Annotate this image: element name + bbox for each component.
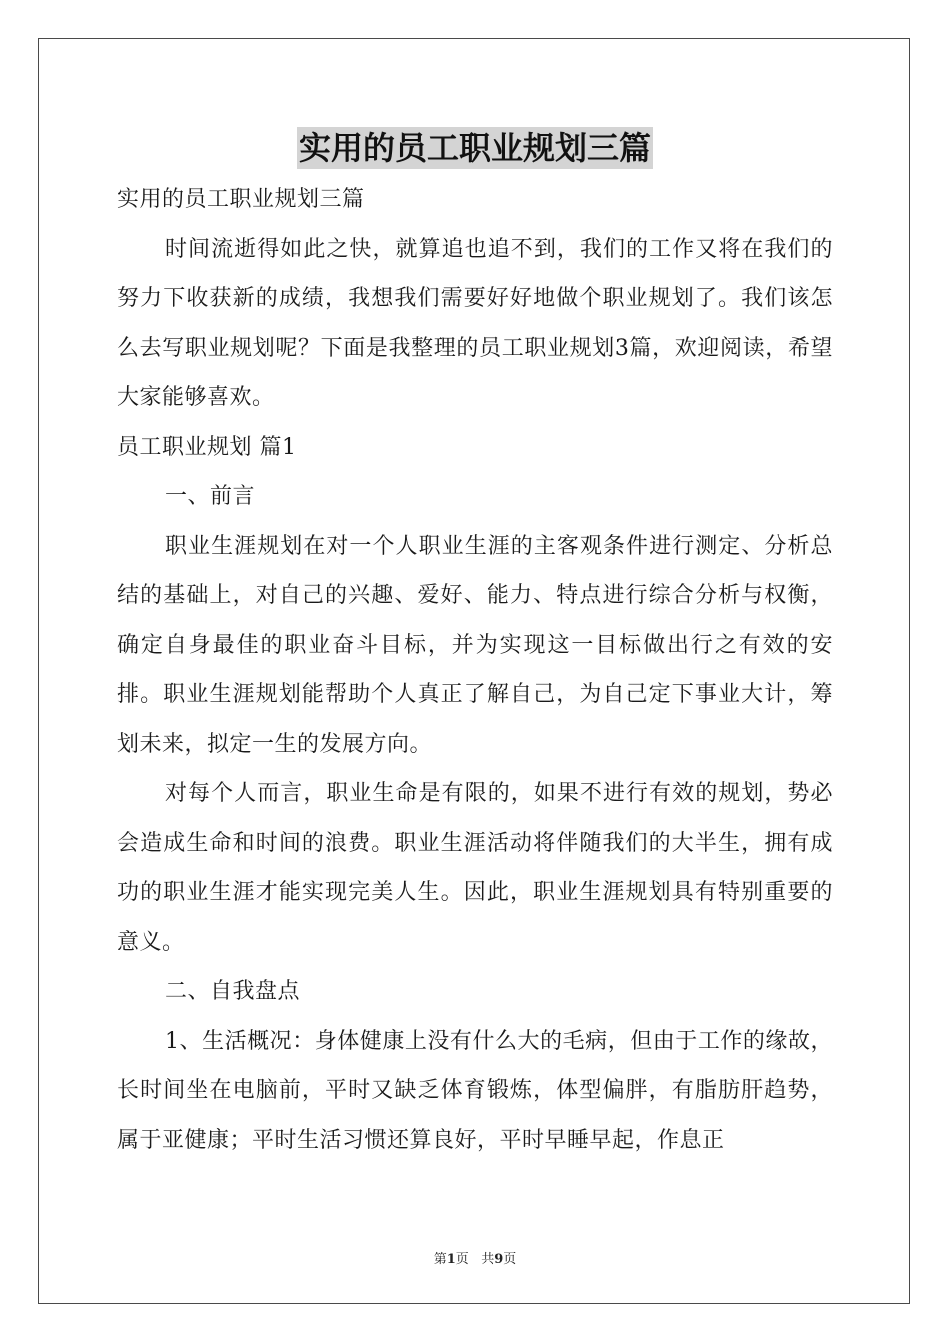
body-paragraph: 职业生涯规划在对一个人职业生涯的主客观条件进行测定、分析总结的基础上，对自己的兴趣、爱好、能力、特点进行综合分析与权衡，确定自身最佳的职业奋斗目标，并为实现这一目标做出行之有效的安排。职业生涯规划能帮助个人真正了解自己，为自己定下事业大计，筹划未来，拟定一生的发展方向。 bbox=[117, 533, 833, 757]
subsection-heading-preface: 一、前言 bbox=[165, 484, 256, 509]
document-body bbox=[117, 175, 833, 1165]
total-prefix: 共 bbox=[481, 1252, 495, 1267]
document-title bbox=[0, 127, 950, 171]
page-prefix: 第 bbox=[433, 1252, 447, 1267]
total-unit: 页 bbox=[503, 1252, 517, 1267]
body-paragraph: 对每个人而言，职业生命是有限的，如果不进行有效的规划，势必会造成生命和时间的浪费。职业生涯活动将伴随我们的大半生，拥有成功的职业生涯才能实现完美人生。因此，职业生涯规划具有特别重要的意义。 bbox=[117, 781, 833, 955]
intro-paragraph: 时间流逝得如此之快，就算追也追不到，我们的工作又将在我们的努力下收获新的成绩，我想我们需要好好地做个职业规划了。我们该怎么去写职业规划呢？下面是我整理的员工职业规划3篇，欢迎阅读，希望大家能够喜欢。 bbox=[117, 236, 833, 410]
page-total: 9 bbox=[494, 1252, 504, 1267]
document-title-text: 实用的员工职业规划三篇 bbox=[298, 129, 651, 167]
page-current: 1 bbox=[446, 1252, 456, 1267]
section-heading: 员工职业规划 篇1 bbox=[117, 434, 297, 460]
page-unit: 页 bbox=[455, 1252, 469, 1267]
body-paragraph: 1、生活概况：身体健康上没有什么大的毛病，但由于工作的缘故，长时间坐在电脑前，平时又缺乏体育锻炼，体型偏胖，有脂肪肝趋势，属于亚健康；平时生活习惯还算良好，平时早睡早起，作息正 bbox=[117, 1028, 833, 1153]
subsection-heading-self-review: 二、自我盘点 bbox=[165, 979, 301, 1004]
page-footer bbox=[0, 1248, 950, 1267]
subtitle-paragraph: 实用的员工职业规划三篇 bbox=[117, 187, 365, 212]
